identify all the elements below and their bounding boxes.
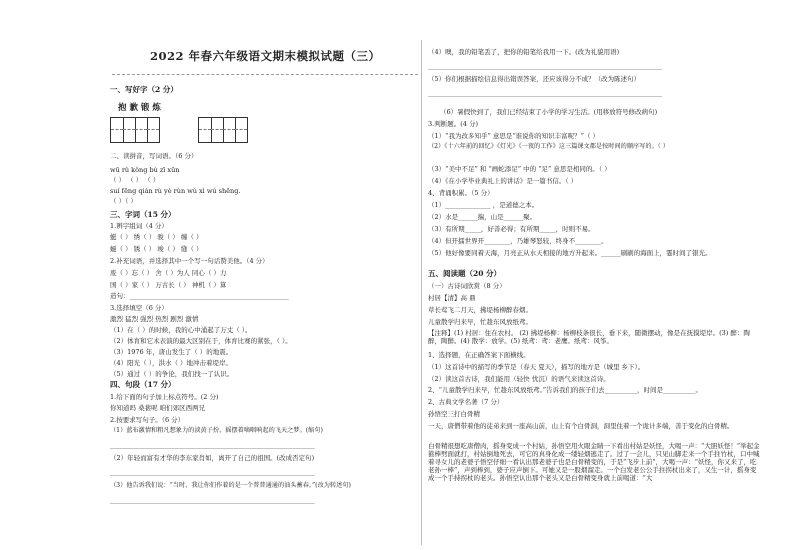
recite-3[interactable]: （3）有所期_____，好善必得；有所期_____，时则不易。	[428, 225, 595, 233]
q4-1-sentence[interactable]: 你知道吗 桑葚呢 咱们郊区西两兄	[110, 404, 206, 412]
poem-q1-label: 1、选择题，在正确答案下面横线。	[428, 351, 530, 359]
q4-2-answer-2[interactable]: _______________________________________________________________	[110, 468, 315, 476]
recite-1[interactable]: （1）______________ ，是道德之本。	[428, 201, 539, 209]
poem-line-1: 草长莺飞二月天，拂堤杨柳醉春烟。	[428, 306, 532, 314]
q4-1-label: 1.给下面的句子加上标点符号。(2 分)	[110, 393, 219, 401]
passage-paragraph-2: 白骨精很想吃唐僧肉，摇身变成一个村姑，孙悟空用火眼金睛一下看出村姑是妖怪，大喝一声：“大胆妖怪！”举起金箍棒劈面就打，村姑倒地死去，可它的真身化成一缕轻烟逃走了。过了一会儿，只见山脚走来一个手拄竹杖，口中喊着寻女儿的老婆子悟空仔细一看认出那老婆子也是白骨精变的，于是“飞步上前”，大喝一声：“妖怪，你又来了，吃老孙一棒”，声到棒到，婆子应声倒下。可她又是一股烟溜走。一个白发老公公手拄拐杖出来了，又生一计，摇身变成一个手持拐杖的老头。孙悟空认出那个老头又是白骨精变身就上前喝道：“大	[428, 442, 760, 482]
judge-1[interactable]: （1）“我为改多知乎” 意思是“谁说你的知识丰富呢？”（ ）	[428, 132, 600, 140]
q3-3-word-bank: 激烈 猛烈 强烈 热烈 剧烈 激情	[110, 315, 199, 323]
pinyin-answer-row-1[interactable]: （ ） （ ） （ ）	[110, 176, 160, 184]
recite-4[interactable]: （4）但开擂世界开________，乃雄琴怒较，终身不________。	[428, 237, 608, 245]
recite-5[interactable]: （5）他好像要同着天海，月亮正从水天相接的地方升起来。______刷刷的海面上，霎时间了银光。	[428, 249, 712, 257]
section-5-heading: 五、阅读题（20 分）	[428, 269, 502, 278]
poem-line-2: 儿童散学归来早，忙趁东风放纸鸢。	[428, 318, 532, 326]
q4-2-item-3: （3）他告诉我们说：“当时，我让你们作着的是一个普普通通的油头蓄春。”(改为转述句)	[110, 482, 351, 489]
q4-2-answer-5[interactable]: ________________________________________________________________________	[428, 89, 662, 97]
q3-3-label: 3.选择填空（6 分）	[110, 304, 168, 312]
q4-4-label: 4、背诵积累。（5 分）	[428, 189, 494, 197]
q3-3-item-3[interactable]: （3）1976 年，唐山发生了（ ）的地震。	[110, 348, 233, 356]
q4-2-item-6: （6）暑假快到了，我们已经结束了小学的学习生活。(用移放符号修改病句)	[440, 108, 658, 116]
judge-4[interactable]: （4）《在小学毕业典礼上的讲话》是一篇书信。（ ）	[428, 177, 578, 185]
q3-1-row-2[interactable]: 蜒（ ） 锈（ ） 竣（ ） 缝（ ）	[110, 245, 203, 253]
poem-q1-item-2[interactable]: （2）读这首古诗，我们能用（轻快 忧沉）的语气来读这首诗。	[428, 375, 610, 383]
q3-2-row-1[interactable]: 废（ ）忘（ ） 舍（ ）为人 同心（ ）力	[110, 269, 227, 277]
column-divider	[421, 40, 422, 545]
q4-2-item-1: （1）蓝布激情和粗凡想象力的淡黄子扮，摇摆着嘀咽响起的飞天之梦。(缩句)	[110, 427, 323, 434]
q3-2-label: 2.补充词语，并选择其中一个写一句话赞美他。（4 分）	[110, 257, 269, 265]
passage-paragraph-1: 一天，唐僧带着他的徒弟来到一座高山前，山上有个白骨洞，洞里住着一个诡计多端，善于变化的白骨精。	[428, 422, 734, 430]
q4-2-answer-3[interactable]: _______________________________________________________________	[110, 496, 315, 504]
section-2-heading: 二、读拼音，写词语。（6 分）	[110, 152, 198, 160]
q4-2-answer-1[interactable]: _______________________________________________________________	[110, 441, 315, 449]
q4-2-item-5: （5）你们根据描绘信息得出错误答案，还应该得分不成？（改为陈述句）	[428, 75, 641, 83]
q4-2-item-4: （4）噢，我的铅笔丢了，把你的铅笔给我用一下。(改为礼貌用语)	[428, 48, 620, 56]
q4-2-answer-4[interactable]: ________________________________________________________________________	[428, 62, 662, 70]
practice-grid-2[interactable]	[198, 117, 248, 143]
passage-title: 孙悟空三打白骨精	[428, 410, 480, 418]
practice-grid-1[interactable]	[110, 117, 160, 143]
exam-title: 2022 年春六年级语文期末模拟试题（三）	[150, 49, 381, 63]
pinyin-answer-row-2[interactable]: （ ）（ ）	[110, 197, 137, 205]
section-3-heading: 三、字词（15 分）	[110, 210, 176, 219]
q4-3-label: 3.判断题。(4 分)	[428, 120, 478, 128]
practice-words: 抱 歉 锻 炼	[118, 103, 161, 113]
q3-3-item-5[interactable]: （5）通过（ ）的争论，我们找一了认识。	[110, 370, 234, 378]
poem-q2[interactable]: 2、“儿童散学归来早，忙趁东风放纸鸢。”告诉我们的孩子们去__________，时间是__________。	[428, 386, 703, 394]
q3-2-sentence[interactable]: 造句：_________________________________________________	[110, 292, 289, 300]
section-4-heading: 四、句段（17 分）	[110, 380, 176, 389]
poem-title: 村居【清】高 鼎	[428, 294, 476, 302]
poem-q1-item-1[interactable]: （1）这首诗中的描写的季节是（春天 夏天），描写的地方是（城里 乡下）。	[428, 363, 645, 371]
poem-section-label: （一）古诗词欣赏（8 分）	[428, 282, 506, 290]
passage-section-label: 2、古典文学名著（7 分）	[428, 398, 504, 406]
q3-1-label: 1.辨字组词（4 分）	[110, 222, 168, 230]
title-dashed-rule	[112, 74, 418, 75]
judge-3[interactable]: （3）“美中不足” 和 “画蛇添足” 中的 “足” 意思是相同的。（ ）	[428, 165, 611, 173]
q4-2-label: 2.按要求写句子。（6 分）	[110, 416, 185, 424]
q4-2-item-2: （2）年轻而富有才华的李东家肖如，离开了自己的祖国。(改成否定句)	[110, 454, 315, 462]
q3-3-item-2[interactable]: （2）体育和它术表演的最大区别在于，体育比赛的紧张，（ ）。	[110, 337, 292, 345]
q3-3-item-1[interactable]: （1）在（ ）的时候，我的心中涌起了万丈（ ）。	[110, 326, 252, 334]
pinyin-row-2: suí fēng qián rù yè rùn wù xì wú shēng.	[110, 187, 241, 195]
section-1-heading: 一、写好字（2 分）	[110, 85, 178, 94]
pinyin-row-1: wū rǔ kǒng bù zī xūn	[110, 166, 180, 174]
q3-1-row-1[interactable]: 蜓（ ） 绣（ ） 骏（ ） 缠（ ）	[110, 233, 203, 241]
q3-2-row-2[interactable]: 国（ ）家（ ） 万古长（ ） 神机（ ）算	[110, 281, 227, 289]
recite-2[interactable]: （2）水是______揣，山是______聚。	[428, 213, 537, 221]
q3-3-item-4[interactable]: （4）阳光（ ），洪水（ ）地冲击着堤岸。	[110, 359, 233, 367]
judge-2[interactable]: （2）《十六年前的回忆》《灯光》《一夜的工作》这三篇课文都是按时间的顺序写的。（ ）	[428, 143, 670, 150]
poem-notes: 【注释】(1) 村居：住在农村。 (2) 拂堤杨柳：杨柳枝条很长，垂下来，随微摆动，像是在抚摸堤岸。(3) 醉：陶醉，陶醉。(4) 散学：放学。(5) 纸鸢：鸢：老鹰。纸鸢：风筝。	[428, 329, 750, 345]
